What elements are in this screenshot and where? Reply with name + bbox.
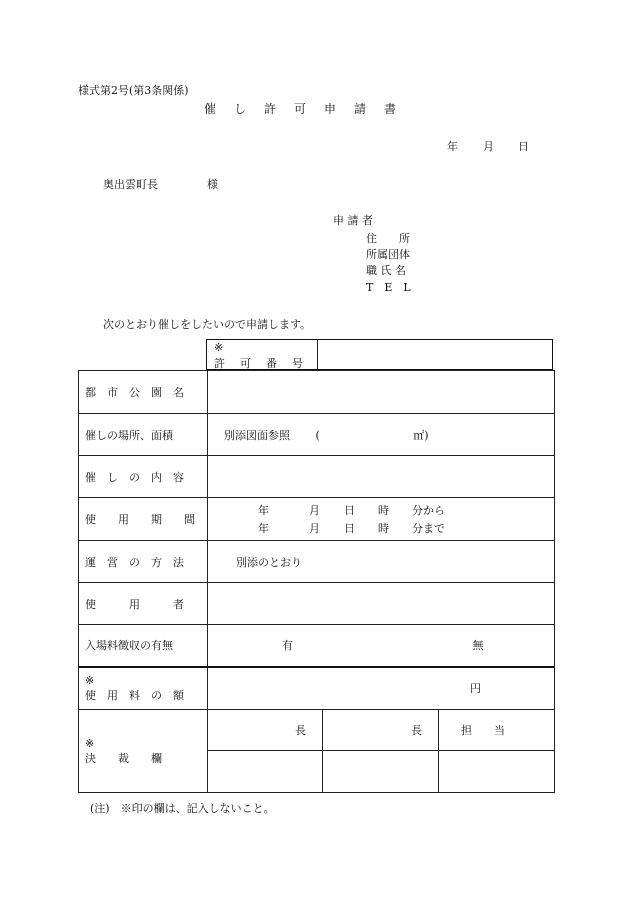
approval-chief2: 長 — [323, 710, 439, 751]
period-start-day: 日 — [344, 504, 355, 517]
admission-no: 無 — [472, 639, 484, 653]
fee-field[interactable] — [208, 667, 555, 710]
date-year: 年 — [447, 140, 458, 153]
row-user — [79, 583, 555, 625]
place-ref-text: 別添図面参照 — [224, 428, 290, 442]
method-value: 別添のとおり — [236, 555, 302, 569]
admission-field[interactable] — [208, 625, 555, 667]
period-to: 分まで — [412, 522, 445, 535]
applicant-label: 申 請 者 — [333, 214, 373, 227]
period-field[interactable] — [208, 498, 555, 541]
method-field[interactable] — [208, 541, 555, 583]
park-name-field[interactable] — [208, 371, 555, 414]
application-table — [78, 370, 555, 793]
place-area-label: 催しの場所、面積 — [79, 414, 208, 456]
row-place-area — [79, 414, 555, 456]
admission-yes: 有 — [282, 639, 293, 653]
approval-label: 決 裁 欄 — [85, 751, 162, 765]
fee-label: 使 用 料 の 額 — [85, 688, 184, 702]
period-start-hour: 時 — [378, 504, 389, 517]
fee-unit: 円 — [470, 682, 481, 696]
row-admission — [79, 625, 555, 667]
content-label: 催 し の 内 容 — [79, 456, 208, 498]
approval-seal-chief1[interactable] — [208, 751, 323, 793]
intro-text: 次のとおり催しをしたいので申請します。 — [103, 318, 312, 331]
permit-number-label: 許 可 番 号 — [214, 357, 305, 370]
approval-mark: ※ — [85, 736, 95, 750]
date-month: 月 — [483, 140, 494, 153]
row-content — [79, 456, 555, 498]
content-field[interactable] — [208, 456, 555, 498]
approval-seal-chief2[interactable] — [323, 751, 439, 793]
row-approval-head — [79, 710, 555, 751]
document-title: 催 し 許 可 申 請 書 — [204, 102, 400, 116]
approval-staff: 担 当 — [439, 710, 555, 751]
park-name-label: 都 市 公 園 名 — [79, 371, 208, 414]
permit-number-box — [206, 339, 553, 370]
period-end-month: 月 — [309, 522, 320, 535]
date-day: 日 — [518, 140, 529, 153]
footnote: (注) ※印の欄は、記入しないこと。 — [90, 802, 275, 815]
applicant-organization-label: 所属団体 — [366, 248, 410, 261]
addressee: 奥出雲町長 — [103, 178, 158, 191]
form-number: 様式第2号(第3条関係) — [78, 84, 189, 97]
row-period — [79, 498, 555, 541]
period-start-month: 月 — [309, 504, 320, 517]
approval-seal-staff[interactable] — [439, 751, 555, 793]
fee-label-cell — [79, 667, 208, 710]
approval-chief1: 長 — [208, 710, 323, 751]
admission-label: 入場料徴収の有無 — [79, 625, 208, 667]
period-start-year: 年 — [258, 504, 269, 517]
period-end-day: 日 — [344, 522, 355, 535]
row-park-name — [79, 371, 555, 414]
place-paren-open: ( — [315, 428, 320, 442]
applicant-tel-label: T E L — [366, 281, 411, 294]
period-from: 分から — [412, 504, 445, 517]
applicant-address-label: 住 所 — [366, 232, 410, 245]
place-unit: ㎡) — [413, 428, 429, 442]
period-end-hour: 時 — [378, 522, 389, 535]
place-area-field[interactable] — [208, 414, 555, 456]
period-label: 使 用 期 間 — [79, 498, 208, 541]
user-field[interactable] — [208, 583, 555, 625]
user-label: 使 用 者 — [79, 583, 208, 625]
approval-label-cell — [79, 710, 208, 793]
permit-number-field[interactable] — [319, 342, 547, 367]
method-label: 運 営 の 方 法 — [79, 541, 208, 583]
row-method — [79, 541, 555, 583]
row-fee — [79, 667, 555, 710]
applicant-name-label: 職 氏 名 — [366, 264, 406, 277]
permit-mark: ※ — [214, 341, 224, 354]
period-end-year: 年 — [258, 522, 269, 535]
honorific: 様 — [207, 178, 218, 191]
fee-mark: ※ — [85, 673, 95, 687]
